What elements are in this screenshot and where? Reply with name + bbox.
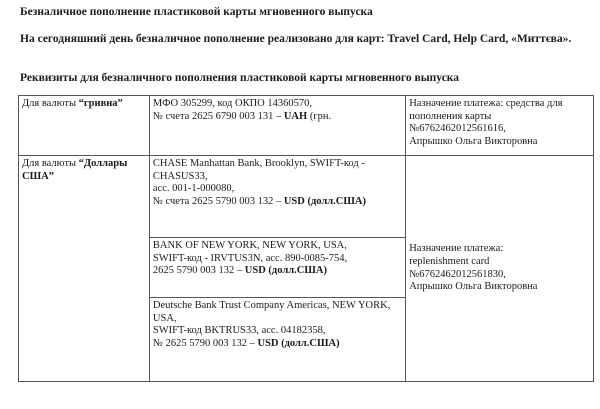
purpose-line: Апрышко Ольга Викторовна bbox=[409, 135, 538, 147]
purpose-line: Назначение платежа: средства для пополнения карты bbox=[409, 98, 563, 122]
purpose-line: №6762462012561616, bbox=[409, 123, 506, 135]
details-line: BANK OF NEW YORK, NEW YORK, USA, bbox=[152, 240, 347, 251]
currency-label-prefix: Для валюты bbox=[22, 98, 79, 109]
details-line bbox=[153, 338, 402, 351]
purpose-line: Назначение платежа: bbox=[409, 243, 504, 255]
account-number: № счета 2625 6790 003 131 – bbox=[152, 110, 284, 122]
details-line: CHASE Manhattan Bank, Brooklyn, SWIFT-код - CHASUS33, bbox=[152, 158, 365, 182]
bank-details-uah bbox=[149, 96, 405, 156]
currency-name-uah: “гривна” bbox=[78, 98, 123, 109]
currency-name-usd: “Доллары США” bbox=[22, 158, 128, 182]
payment-purpose-uah bbox=[406, 96, 594, 156]
currency-code: USD (долл.США) bbox=[244, 265, 327, 277]
purpose-line: №6762462012561830, bbox=[409, 268, 506, 280]
currency-suffix: (грн. bbox=[307, 110, 332, 122]
details-line: SWIFT-код BKTRUS33, acc. 04182358, bbox=[152, 325, 326, 337]
currency-label-prefix: Для валюты bbox=[22, 158, 79, 169]
bank-details-chase bbox=[149, 156, 405, 238]
details-line: МФО 305299, код ОКПО 14360570, bbox=[152, 98, 312, 109]
purpose-line: Апрышко Ольга Викторовна bbox=[409, 281, 538, 293]
page-title: Безналичное пополнение пластиковой карты мгновенного выпуска bbox=[20, 6, 373, 18]
currency-label-usd bbox=[19, 156, 150, 382]
table-row-uah bbox=[19, 96, 594, 156]
details-line: Deutsche Bank Trust Company Americas, NEW YORK, USA, bbox=[152, 300, 391, 324]
currency-label-uah bbox=[19, 96, 150, 156]
account-number: № счета 2625 5790 003 132 – bbox=[152, 195, 284, 207]
currency-code: UAH bbox=[283, 110, 308, 122]
table-row-usd-chase bbox=[19, 156, 594, 238]
details-line bbox=[153, 111, 402, 124]
details-line: acc. 001-1-000080, bbox=[152, 183, 235, 195]
details-line bbox=[153, 196, 402, 209]
account-number: № 2625 5790 003 132 – bbox=[152, 337, 258, 349]
requisites-table bbox=[18, 95, 594, 382]
currency-code: USD (долл.США) bbox=[283, 195, 366, 207]
currency-code: USD (долл.США) bbox=[257, 337, 340, 349]
details-line bbox=[153, 265, 402, 278]
details-line: SWIFT-код - IRVTUS3N, acc. 890-0085-754, bbox=[152, 252, 348, 264]
purpose-line: replenishment card bbox=[409, 255, 490, 267]
bank-details-deutsche bbox=[149, 298, 405, 382]
intro-text: На сегодняшний день безналичное пополнение реализовано для карт: Travel Card, Help Card, «Миттєва». bbox=[20, 33, 572, 45]
account-number: 2625 5790 003 132 – bbox=[152, 265, 245, 277]
section-title: Реквизиты для безналичного пополнения пластиковой карты мгновенного выпуска bbox=[20, 72, 460, 84]
payment-purpose-usd bbox=[406, 156, 594, 382]
bank-details-bny bbox=[149, 238, 405, 298]
